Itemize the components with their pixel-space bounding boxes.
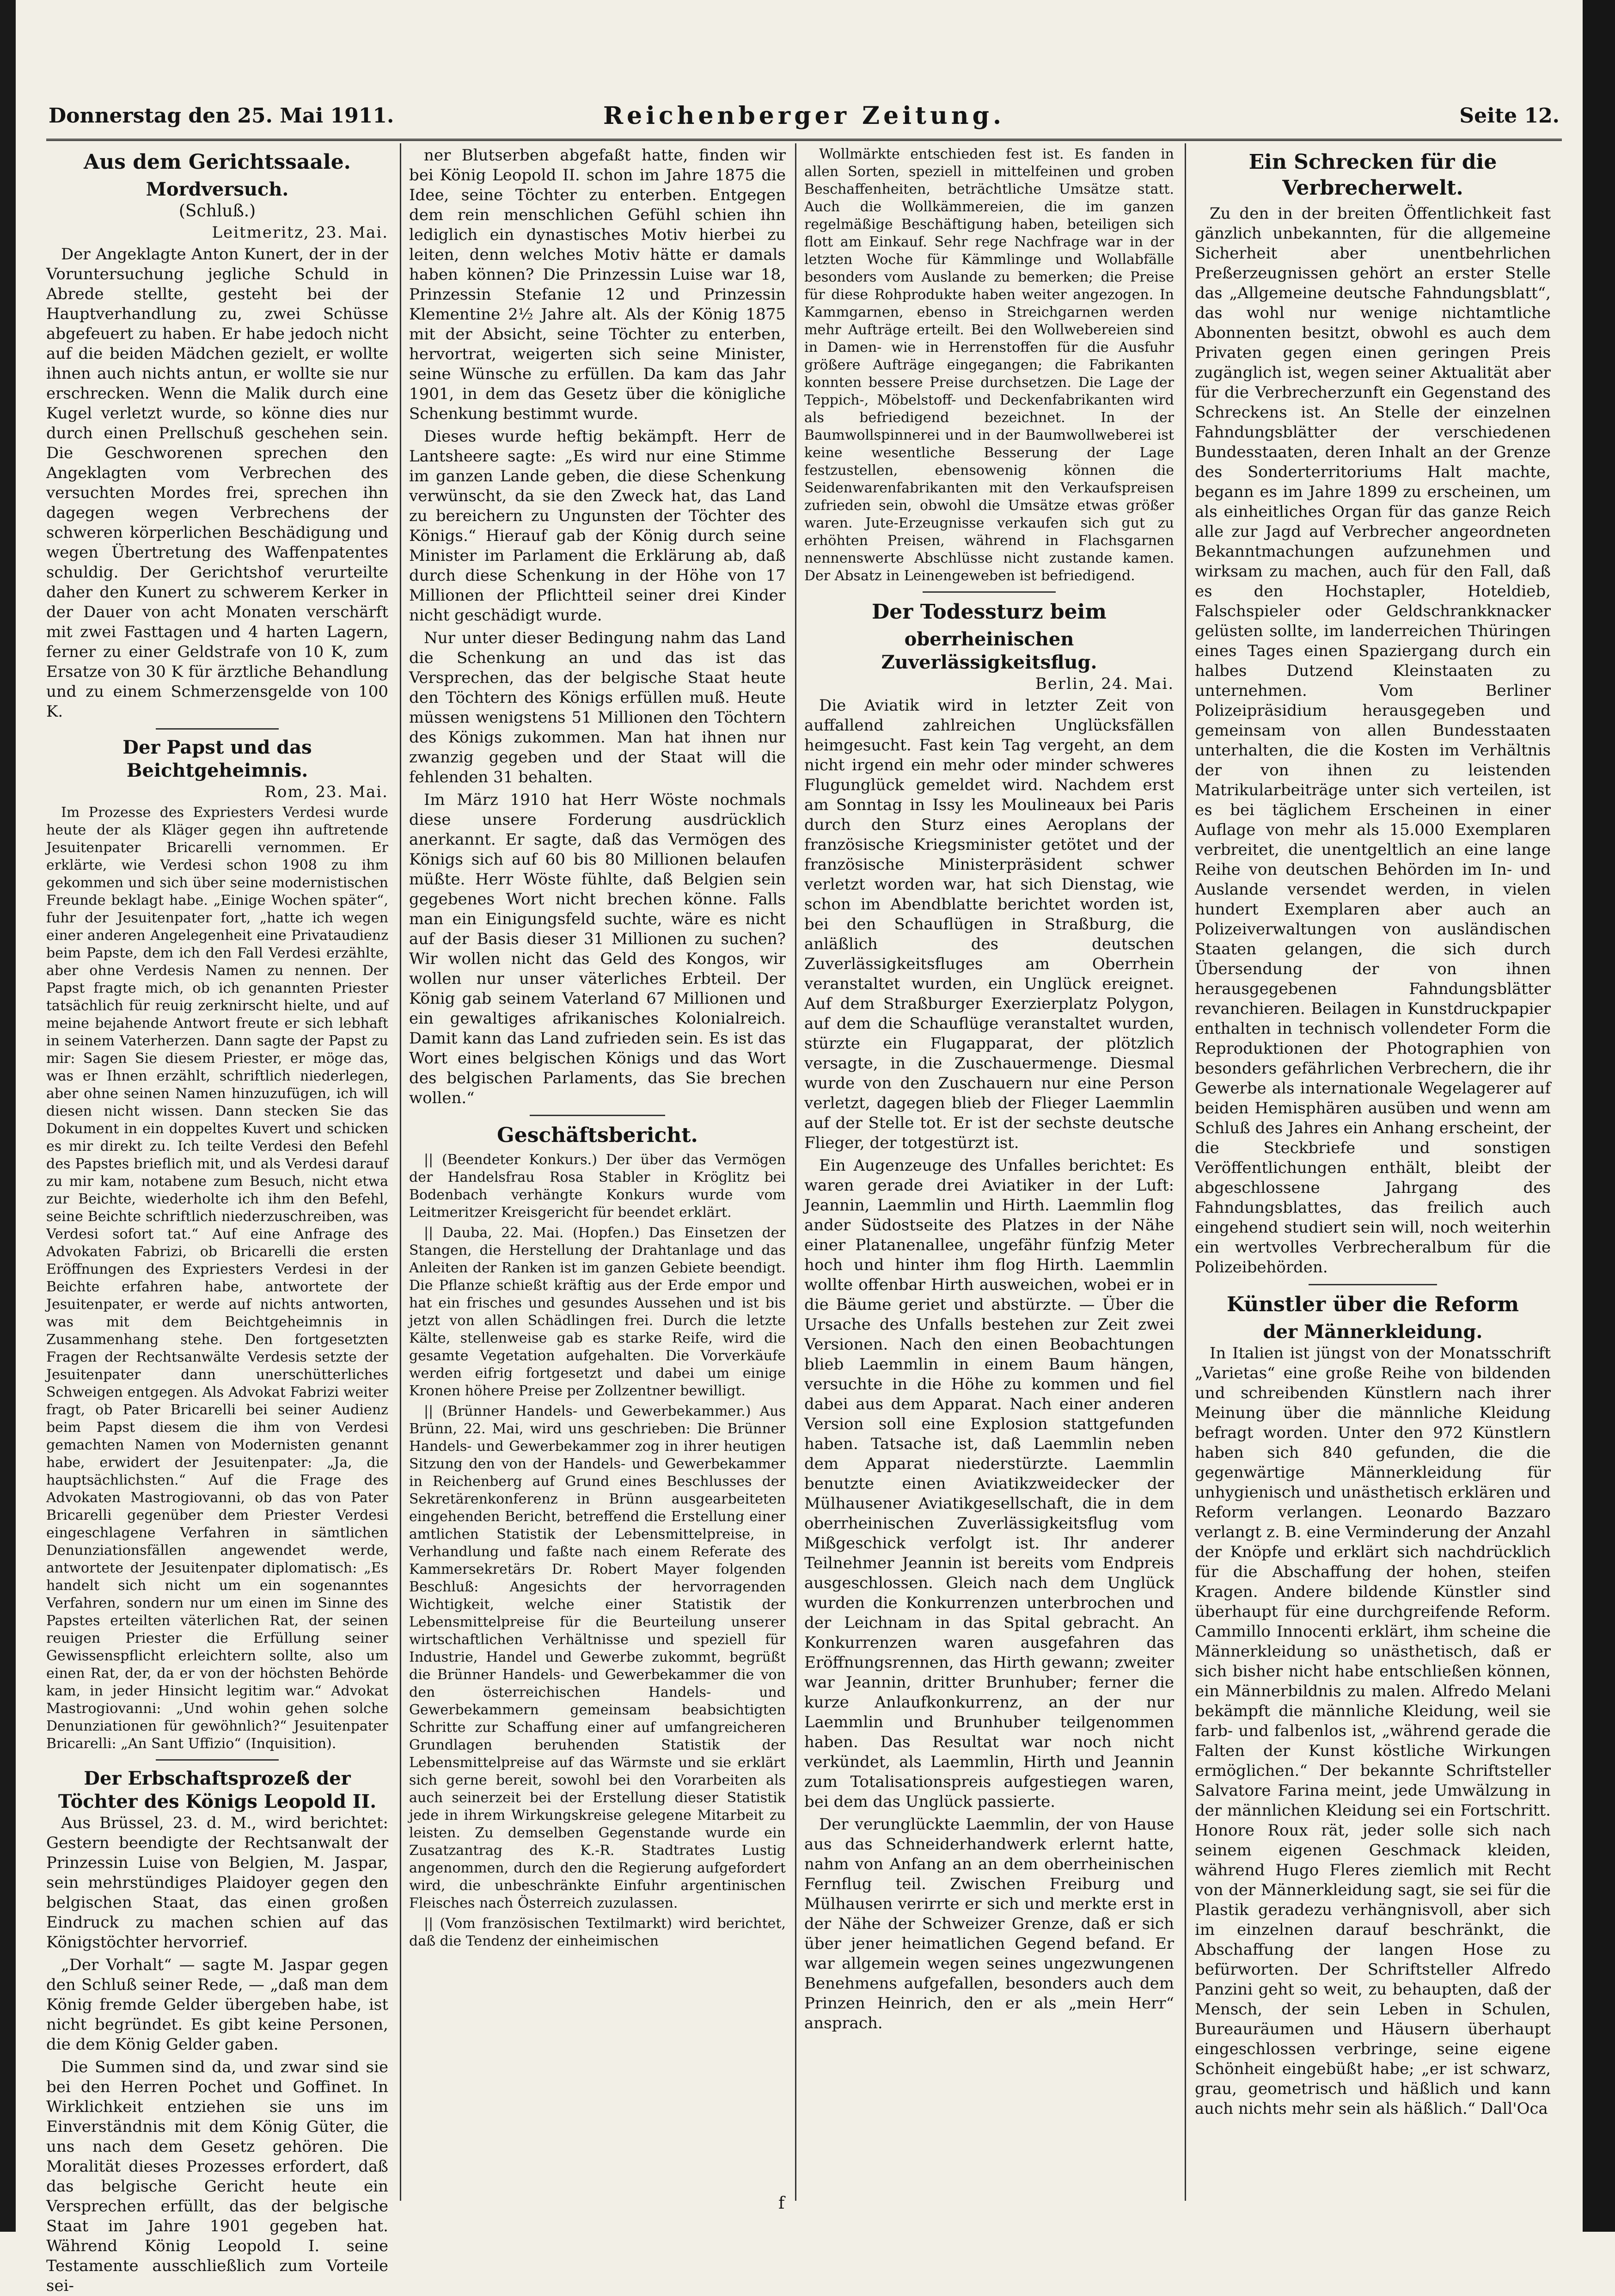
article-separator (156, 728, 279, 730)
page-number: Seite 12. (1459, 104, 1560, 128)
scan-border-left (0, 0, 16, 2232)
article-headline-line2: Töchter des Königs Leopold II. (58, 1791, 377, 1812)
issue-date: Donnerstag den 25. Mai 1911. (49, 104, 394, 128)
article-paragraph: Zu den in der breiten Öffentlichkeit fast gänzlich unbekannten, für die allgemeine Sicherheit aber unentbehrlichen Preßerzeugnissen gehört an erster Stelle das „Allgemeine deutsche Fahndungsblatt“, das wohl nur wenige nichtamtliche Abonnenten besitzt, obwohl es auch dem Privaten gegen einen geringen Preis zugänglich ist, wegen seiner Aktualität aber für die Verbrecherzunft ein Gegenstand des Schreckens ist. An Stelle der einzelnen Fahndungsblätter der verschiedenen Bundesstaaten, deren Inhalt an der Grenze des Sonderterritoriums Halt machte, begann es im Jahre 1899 zu erscheinen, um als einheitliches Organ für das ganze Reich alle zur Jagd auf Verbrecher angeordneten Bekanntmachungen aufzunehmen und wirksam zu machen, auch für den Fall, daß es den Hochstapler, Hoteldieb, Falschspieler oder Geldschrankknacker gelüsten sollte, im landerreichen Thüringen eines Tages einen Spaziergang durch ein halbes Dutzend Kleinstaaten zu unternehmen. Vom Berliner Polizeipräsidium herausgegeben und gemeinsam von allen Bundesstaaten unterhalten, die die Kosten im Verhältnis der von ihnen zu leistenden Matrikularbeiträge unter sich verteilen, ist es bei täglichem Erscheinen in einer Auflage von mehr als 15.000 Exemplaren verbreitet, die unentgeltlich an eine lange Reihe von deutschen Behörden im In- und Auslande versendet werden, in vielen hundert Exemplaren aber auch an Polizeiverwaltungen von ausländischen Staaten gelangen, die sich durch Übersendung der von ihnen herausgegebenen Fahndungsblätter revanchieren. Beilagen in Kunstdruckpapier enthalten in technisch vollendeter Form die Reproduktionen der Photographien von besonders gefährlichen Verbrechern, die ihr Gewerbe als internationale Wegelagerer auf beiden Hemisphären ausüben und wenn am Schluß des Jahres ein Anhang erscheint, der die Steckbriefe und sonstigen Veröffentlichungen enthält, bleibt der abgeschlossene Jahrgang des Fahndungsblattes, das freilich auch eingehend studiert sein will, noch weiterhin ein wertvolles Verbrecheralbum für die Polizeibehörden. (1195, 204, 1551, 1277)
article-paragraph: Der verunglückte Laemmlin, der von Hause aus das Schneiderhandwerk erlernt hatte, nahm von Anfang an an dem oberrheinischen Fernflug teil. Zwischen Freiburg und Mülhausen verirrte er sich und merkte erst in der Nähe der Schweizer Grenze, daß er sich über jener heimatlichen Gegend befand. Er war allgemein wegen seines ungezwungenen Benehmens aufgefallen, besonders auch dem Prinzen Heinrich, den er als „mein Herr“ ansprach. (804, 1815, 1174, 2032)
footer-mark: f (778, 2194, 785, 2213)
news-item: Wollmärkte entschieden fest ist. Es fanden in allen Sorten, speziell in mittelfeinen und groben Beschaffenheiten, beträchtliche Umsätze statt. Auch die Wollkämmereien, die im ganzen regelmäßige Beschäftigung haben, beteiligen sich flott am Einkauf. Sehr rege Nachfrage war in der letzten Woche für Kämmlinge und Wollabfälle besonders vom Auslande zu bemerken; die Preise für diese Rohprodukte haben weiter angezogen. In Kammgarnen, ebenso in Streichgarnen werden mehr Aufträge erteilt. Bei den Wollwebereien sind in Damen- wie in Herrenstoffen für die Ausfuhr größere Aufträge eingegangen; die Fabrikanten konnten bessere Preise durchsetzen. Die Lage der Teppich-, Möbelstoff- und Deckenfabrikanten wird als befriedigend bezeichnet. In der Baumwollspinnerei und in der Baumwollweberei ist keine wesentliche Besserung der Lage festzustellen, ebensowenig können die Seidenwarenfabrikanten mit den Verkaufspreisen zufrieden sein, obwohl die Umsätze etwas größer waren. Jute-Erzeugnisse verkaufen sich gut zu erhöhten Preisen, während in Flachsgarnen nennenswerte Abschlüsse nicht zustande kamen. Der Absatz in Leinengeweben ist befriedigend. (804, 146, 1174, 584)
article-paragraph: „Der Vorhalt“ — sagte M. Jaspar gegen den Schluß seiner Rede, — „daß man dem König fremde Gelder übergeben habe, ist nicht begründet. Es gibt keine Personen, die dem König Gelder gaben. (46, 1956, 388, 2054)
article-dateline: Berlin, 24. Mai. (1035, 675, 1174, 693)
article-headline-line2: der Männerkleidung. (1263, 1321, 1483, 1343)
column-divider (1185, 143, 1186, 2201)
column-1 (46, 146, 388, 2295)
column-3 (804, 146, 1174, 2194)
column-divider (400, 143, 401, 2201)
column-divider (795, 143, 796, 2201)
article-headline: Der Papst und das Beichtgeheimnis. (122, 737, 312, 781)
article-separator (1309, 1284, 1437, 1285)
article-separator (156, 1759, 279, 1761)
column-4 (1195, 146, 1551, 2194)
article-paragraph: Im Prozesse des Expriesters Verdesi wurde heute der als Kläger gegen ihn auftretende Jesuitenpater Bricarelli vernommen. Er erklärte, wie Verdesi schon 1908 zu ihm gekommen und sich über seine modernistischen Freunde beklagt habe. „Einige Wochen später“, fuhr der Jesuitenpater fort, „hatte ich wegen einer anderen Angelegenheit eine Privataudienz beim Papste, dem ich den Fall Verdesi erzählte, aber ohne Verdesis Namen zu nennen. Der Papst fragte mich, ob ich genannten Priester tatsächlich für reuig zerknirscht hielte, und auf meine bejahende Antwort freute er sich lebhaft in seinem Vaterherzen. Dann sagte der Papst zu mir: Sagen Sie diesem Priester, er möge das, was er Ihnen erzählt, schriftlich niederlegen, aber ohne seinen Namen hinzuzufügen, ich will diesen nicht wissen. Dann stecken Sie das Dokument in ein doppeltes Kuvert und schicken es mir direkt zu. Ich teilte Verdesi den Befehl des Papstes brieflich mit, und als Verdesi darauf zu mir kam, notabene zum Besuch, nicht etwa zur Beichte, wiederholte ich ihm den Befehl, seine Beichte schriftlich niederzuschreiben, was Verdesi sofort tat.“ Auf eine Anfrage des Advokaten Fabrizi, ob Bricarelli die ersten Eröffnungen des Expriesters Verdesi in der Beichte erfahren habe, antwortete der Jesuitenpater, er werde auf nichts antworten, was mit dem Beichtgeheimnis in Zusammenhang stehe. Den fortgesetzten Fragen der Rechtsanwälte Verdesis setzte der Jesuitenpater dann unerschütterliches Schweigen entgegen. Als Advokat Fabrizi weiter fragt, ob Pater Bricarelli bei seiner Audienz beim Papst diesem die ihm von Verdesi gemachten Namen von Modernisten genannt habe, erwidert der Jesuitenpater: „Ja, die hauptsächlichsten.“ Auf die Frage des Advokaten Mastrogiovanni, ob das von Pater Bricarelli gegenüber dem Priester Verdesi eingeschlagene Verfahren in sämtlichen Denunziationsfällen angewendet werde, antwortete der Jesuitenpater diplomatisch: „Es handelt sich nicht um ein sogenanntes Verfahren, sondern nur um einen im Sinne des Papstes erteilten väterlichen Rat, der seinen reuigen Priester die Erfüllung seiner Gewissenspflicht erleichtern sollte, also um einen Rat, der, da er von der höchsten Behörde kam, in jeder Hinsicht legitim war.“ Advokat Mastrogiovanni: „Und wohin gehen solche Denunziationen für gewöhnlich?“ Jesuitenpater Bricarelli: „An Sant Uffizio“ (Inquisition). (46, 804, 388, 1752)
masthead (49, 99, 1560, 136)
news-item: || (Vom französischen Textilmarkt) wird berichtet, daß die Tendenz der einheimischen (409, 1915, 786, 1949)
article-separator (530, 1115, 665, 1116)
article-dateline: Rom, 23. Mai. (264, 783, 388, 801)
article-note: (Schluß.) (178, 202, 256, 221)
article-paragraph: Aus Brüssel, 23. d. M., wird berichtet: Gestern beendigte der Rechtsanwalt der Prinzessin Luise von Belgien, M. Jaspar, sein mehrstündiges Plaidoyer gegen den belgischen Staat, das einen großen Eindruck zu machen schien auf das Königstöchter hervorrief. (46, 1814, 388, 1952)
news-item: || Dauba, 22. Mai. (Hopfen.) Das Einsetzen der Stangen, die Herstellung der Drahtanlage und das Anleiten der Ranken ist im ganzen Gebiete beendigt. Die Pflanze schießt kräftig aus der Erde empor und hat ein frisches und gesundes Aussehen und ist bis jetzt von allen Schädlingen frei. Durch die letzte Kälte, stellenweise gab es starke Reife, wird die gesamte Vegetation aufgehalten. Die Vorverkäufe werden eifrig fortgesetzt und dabei um einige Kronen höhere Preise per Zollzentner bewilligt. (409, 1225, 786, 1399)
article-paragraph: Die Aviatik wird in letzter Zeit von auffallend zahlreichen Unglücksfällen heimgesucht. Fast kein Tag vergeht, an dem nicht irgend ein mehr oder minder schweres Flugunglück gemeldet wird. Nachdem erst am Sonntag in Issy les Moulineaux bei Paris durch den Sturz eines Aeroplans der französische Kriegsminister getötet und der französische Ministerpräsident schwer verletzt worden war, hat sich Dienstag, wie schon im Abendblatte berichtet worden ist, bei den Schauflügen in Straßburg, die anläßlich des deutschen Zuverlässigkeitsfluges am Oberrhein veranstaltet wurden, ein Unglück ereignet. Auf dem Straßburger Exerzierplatz Polygon, auf dem die Schauflüge veranstaltet wurden, stürzte ein Flugapparat, der plötzlich versagte, in die Zuschauermenge. Diesmal wurde von den Zuschauern nur eine Person verletzt, dagegen blieb der Flieger Laemmlin auf der Stelle tot. Er ist der sechste deutsche Flieger, der totgestürzt ist. (804, 696, 1174, 1152)
article-paragraph: Im März 1910 hat Herr Wöste nochmals diese unsere Forderung ausdrücklich anerkannt. Er sagte, daß das Vermögen des Königs sich auf 60 bis 80 Millionen belaufen müßte. Herr Wöste fühlte, daß Belgien sein gegebenes Wort nicht brechen könne. Falls man ein Einigungsfeld suchte, wäre es nicht auf der Basis dieser 31 Millionen zu suchen? Wir wollen nicht das Geld des Kongos, wir wollen nur unser väterliches Erbteil. Der König gab seinem Vaterland 67 Millionen und ein gewaltiges afrikanisches Kolonialreich. Damit kann das Land zufrieden sein. Es ist das Wort eines belgischen Königs und das Wort des belgischen Parlaments, das Sie brechen wollen.“ (409, 791, 786, 1107)
column-2 (409, 146, 786, 2194)
article-headline-line2: oberrheinischen Zuverlässigkeitsflug. (881, 628, 1097, 673)
article-headline: Ein Schrecken für die Verbrecherwelt. (1248, 150, 1497, 200)
article-paragraph: Nur unter dieser Bedingung nahm das Land die Schenkung an und das ist das Versprechen, das der belgische Staat heute den Töchtern des Königs erfüllen muß. Heute müssen wenigstens 51 Millionen den Töchtern des Königs zukommen. Man hat ihnen nur zwanzig gegeben und der Staat will die fehlenden 31 behalten. (409, 629, 786, 786)
article-dateline: Leitmeritz, 23. Mai. (212, 223, 388, 242)
section-headline: Geschäftsbericht. (497, 1123, 698, 1147)
article-paragraph: Die Summen sind da, und zwar sind sie bei den Herren Pochet und Goffinet. In Wirklichkeit entziehen sie uns im Einverständnis mit dem König Güter, die uns nach dem Gesetz gehören. Die Moralität dieses Prozesses erfordert, daß das belgische Gericht heute ein Versprechen erfüllt, das der belgische Staat im Jahre 1901 gegeben hat. Während König Leopold I. seine Testamente ausschließlich zum Vorteile sei- (46, 2058, 388, 2295)
article-headline: Künstler über die Reform (1226, 1293, 1519, 1316)
article-paragraph: Der Angeklagte Anton Kunert, der in der Voruntersuchung jegliche Schuld in Abrede stellte, gesteht bei der Hauptverhandlung zu, zwei Schüsse abgefeuert zu haben. Er habe jedoch nicht auf die beiden Mädchen gezielt, er wollte ihnen auch nichts antun, er wollte sie nur erschrecken. Wenn die Malik durch eine Kugel verletzt wurde, so könne dies nur durch einen Prellschuß geschehen sein. Die Geschworenen sprechen den Angeklagten vom Verbrechen des versuchten Mordes frei, sprechen ihn dagegen wegen Verbrechens der schweren körperlichen Beschädigung und wegen Übertretung des Waffenpatentes schuldig. Der Gerichtshof verurteilte daher den Kunert zu schwerem Kerker in der Dauer von acht Monaten verschärft mit zwei Fasttagen und 4 harten Lagern, ferner zu einer Geldstrafe von 10 K, zum Ersatze von 30 K für ärztliche Behandlung und zu einem Schmerzensgelde von 100 K. (46, 245, 388, 721)
news-item: || (Beendeter Konkurs.) Der über das Vermögen der Handelsfrau Rosa Stabler in Kröglitz bei Bodenbach verhängte Konkurs wurde vom Leitmeritzer Kreisgericht für beendet erklärt. (409, 1152, 786, 1221)
masthead-rule (46, 139, 1562, 141)
article-paragraph: Ein Augenzeuge des Unfalles berichtet: Es waren gerade drei Aviatiker in der Luft: Jeannin, Laemmlin und Hirth. Laemmlin flog ander Südostseite des Platzes in der Nähe einer Platanenallee, ungefähr fünfzig Meter hoch und hinter ihm flog Hirth. Laemmlin wollte offenbar Hirth ausweichen, wobei er in die Bäume geriet und abstürzte. — Über die Ursache des Unfalls bestehen zur Zeit zwei Versionen. Nach den einen Beobachtungen blieb Laemmlin in einem Baum hängen, versuchte in die Höhe zu kommen und fiel dabei aus dem Apparat. Nach einer anderen Version soll eine Explosion stattgefunden haben. Tatsache ist, daß Laemmlin neben dem Apparat niederstürzte. Laemmlin benutzte einen Aviatikzweidecker der Mülhausener Aviatikgesellschaft, die in dem oberrheinischen Zuverlässigkeitsflug vom Mißgeschick verfolgt ist. Ihr anderer Teilnehmer Jeannin ist bereits vom Endpreis ausgeschlossen. Gleich nach dem Unglück wurden die Konkurrenzen unterbrochen und der Leichnam in das Spital gebracht. An Konkurrenzen waren ausgefahren das Eröffnungsrennen, das Hirth gewann; zweiter war Jeannin, dritter Brunhuber; ferner die kurze Anlaufkonkurrenz, an der nur Laemmlin und Brunhuber teilgenommen haben. Das Resultat war noch nicht verkündet, als Laemmlin, Hirth und Jeannin zum Totalisationspreis aufgestiegen waren, bei dem das Unglück passierte. (804, 1156, 1174, 1811)
scan-border-right (1583, 0, 1615, 2232)
article-headline: Aus dem Gerichtssaale. (83, 150, 351, 174)
article-headline: Der Erbschaftsprozeß der (84, 1768, 351, 1789)
article-headline: Der Todessturz beim (872, 600, 1107, 624)
article-separator (923, 591, 1056, 593)
newspaper-title: Reichenberger Zeitung. (603, 102, 1005, 130)
article-subheadline: Mordversuch. (146, 178, 289, 200)
article-paragraph: In Italien ist jüngst von der Monatsschrift „Varietas“ eine große Reihe von bildenden und schreibenden Künstlern nach ihrer Meinung über die männliche Kleidung befragt worden. Unter den 972 Künstlern haben sich 840 gefunden, die die gegenwärtige Männerkleidung für unhygienisch und unästhetisch erklären und Reform verlangen. Leonardo Bazzaro verlangt z. B. eine Verminderung der Anzahl der Knöpfe und erklärt sich nachdrücklich für die Abschaffung der hohen, steifen Kragen. Andere bildende Künstler sind überhaupt für eine durchgreifende Reform. Cammillo Innocenti erklärt, ihm scheine die Männerkleidung so unästhetisch, daß er sich bisher nicht habe entschließen können, ein Männerbildnis zu malen. Alfredo Melani bekämpft die männliche Kleidung, weil sie farb- und falbenlos ist, „während gerade die Falten der Kunst köstliche Wirkungen ermöglichen.“ Der bekannte Schriftsteller Salvatore Farina meint, jede Umwälzung in der männlichen Kleidung sei ein Fortschritt. Honore Roux rät, jeder solle sich nach seinem eigenen Geschmack kleiden, während Hugo Fleres ziemlich mit Recht von der Männerkleidung sagt, sie sei für die Plastik geradezu verhängnisvoll, aber sich im einzelnen darauf beschränkt, die Abschaffung der langen Hose zu befürworten. Der Schriftsteller Alfredo Panzini geht so weit, zu behaupten, daß der Mensch, der sein Leben in Schulen, Bureauräumen und Häusern überhaupt eingeschlossen verbringe, seine eigene Schönheit eingebüßt habe; „er ist schwarz, grau, geometrisch und häßlich und kann auch nichts mehr sein als häßlich.“ Dall'Oca (1195, 1344, 1551, 2118)
news-item: || (Brünner Handels- und Gewerbekammer.) Aus Brünn, 22. Mai, wird uns geschrieben: Die Brünner Handels- und Gewerbekammer zog in ihrer heutigen Sitzung den von der Handels- und Gewerbekammer in Reichenberg auf Grund eines Beschlusses der Sekretärenkonferenz in Brünn ausgearbeiteten eingehenden Bericht, betreffend die Erstellung einer amtlichen Statistik der Lebensmittelpreise, in Verhandlung und faßte nach einem Referate des Kammersekretärs Dr. Robert Mayer folgenden Beschluß: Angesichts der hervorragenden Wichtigkeit, welche einer Statistik der Lebensmittelpreise für die Beurteilung unserer wirtschaftlichen Verhältnisse und speziell für Industrie, Handel und Gewerbe zukommt, begrüßt die Brünner Handels- und Gewerbekammer die von den österreichischen Handels- und Gewerbekammern gemeinsam beabsichtigten Schritte zur Schaffung einer auf umfangreicheren Grundlagen beruhenden Statistik der Lebensmittelpreise auf das Wärmste und sie erklärt sich gerne bereit, sowohl bei den Vorarbeiten als auch seinerzeit bei der Erstellung dieser Statistik jede in ihrem Wirkungskreise gelegene Mitarbeit zu leisten. Zu demselben Gegenstande wurde ein Zusatzantrag des K.-R. Stadtrates Lustig angenommen, durch den die Regierung aufgefordert wird, die unbeschränkte Einfuhr argentinischen Fleisches nach Österreich zuzulassen. (409, 1403, 786, 1911)
article-paragraph: Dieses wurde heftig bekämpft. Herr de Lantsheere sagte: „Es wird nur eine Stimme im ganzen Lande geben, die diese Schenkung verwünscht, da sie den Zweck hat, das Land zu bereichern zu Ungunsten der Töchter des Königs.“ Hierauf gab der König durch seine Minister im Parlament die Erklärung ab, daß durch diese Schenkung in der Höhe von 17 Millionen der Pflichtteil seiner drei Kinder nicht geschädigt wurde. (409, 427, 786, 625)
article-paragraph: ner Blutserben abgefaßt hatte, finden wir bei König Leopold II. schon im Jahre 1875 die Idee, seine Töchter zu enterben. Entgegen dem rein menschlichen Gefühl schien ihn lediglich ein dynastisches Motiv hierbei zu leiten, denn welches Motiv hätte er damals haben können? Die Prinzessin Luise war 18, Prinzessin Stefanie 12 und Prinzessin Klementine 2½ Jahre alt. Als der König 1875 mit der Absicht, seine Töchter zu enterben, hervortrat, weigerten sich seine Minister, seine Wünsche zu erfüllen. Da kam das Jahr 1901, in dem das Gesetz über die königliche Schenkung bestimmt wurde. (409, 146, 786, 423)
